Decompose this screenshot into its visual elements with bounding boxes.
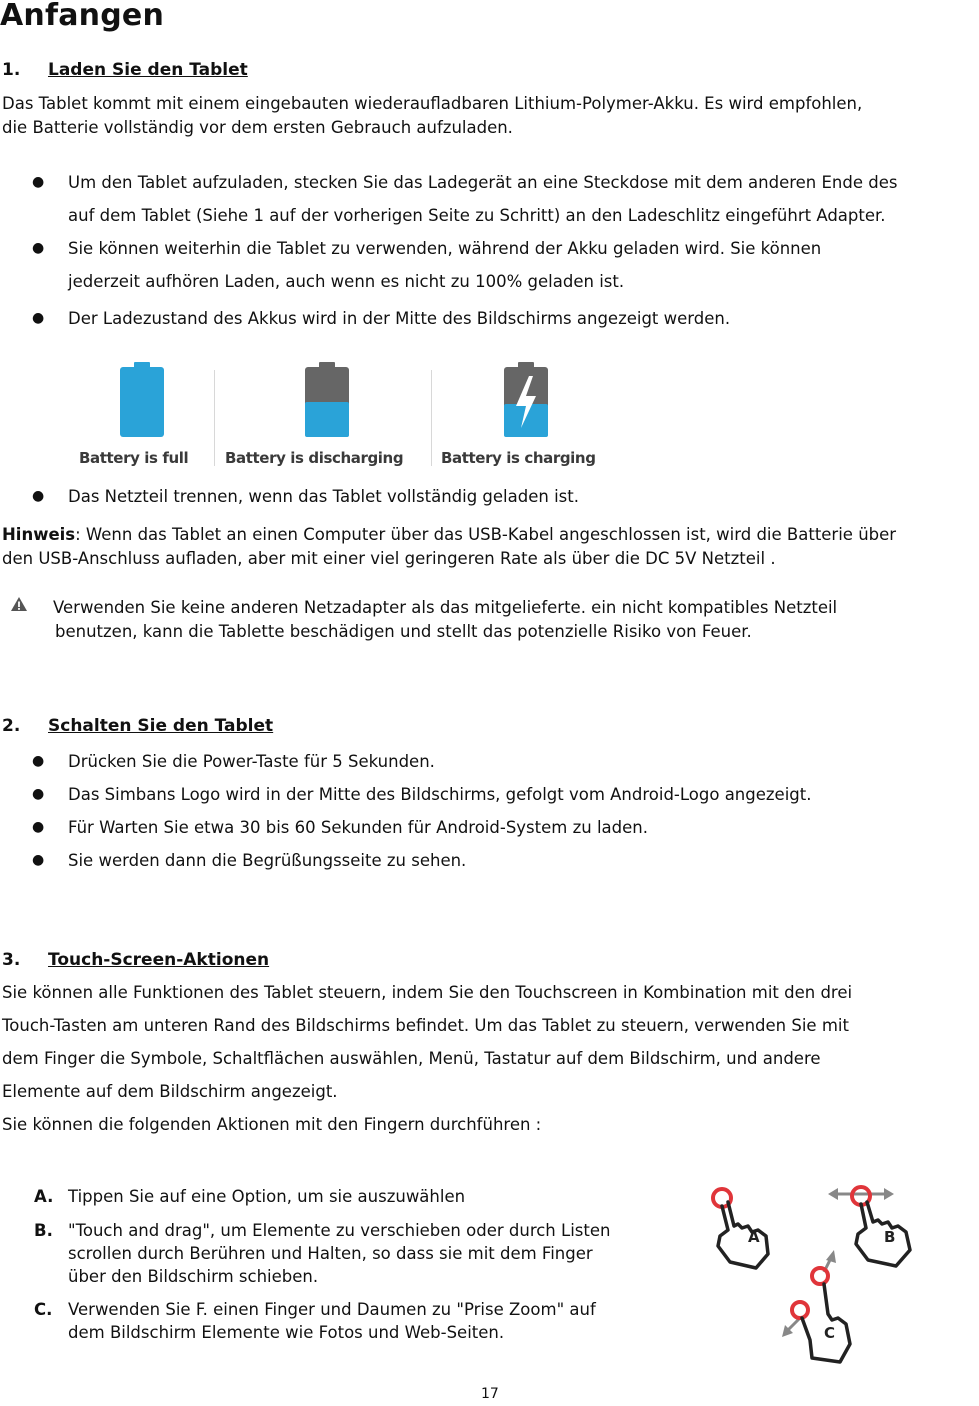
pinch-zoom-gesture-icon [782, 1250, 850, 1362]
list-item-text: Das Netzteil trennen, wenn das Tablet vollständig geladen ist. [68, 487, 579, 506]
action-text: "Touch and drag", um Elemente zu verschieben oder durch Listen [68, 1221, 611, 1240]
action-letter: B. [34, 1221, 53, 1240]
list-item-text: Sie werden dann die Begrüßungsseite zu sehen. [68, 851, 467, 870]
section-title: Schalten Sie den Tablet [48, 716, 274, 736]
list-item-text: auf dem Tablet (Siehe 1 auf der vorherigen Seite zu Schritt) an den Ladeschlitz eingeführt Adapter. [68, 206, 886, 225]
paragraph-line: : Wenn das Tablet an einen Computer über das USB-Kabel angeschlossen ist, wird die Batterie über [75, 525, 897, 544]
action-text: über den Bildschirm schieben. [68, 1267, 319, 1286]
bullet-icon: ● [32, 488, 45, 504]
section-title: Touch-Screen-Aktionen [48, 950, 270, 970]
action-text: dem Bildschirm Elemente wie Fotos und Web-Seiten. [68, 1323, 505, 1342]
paragraph-line: den USB-Anschluss aufladen, aber mit einer viel geringeren Rate als über die DC 5V Netzteil . [2, 549, 776, 568]
action-item-a [34, 1185, 465, 1209]
paragraph-line: Das Tablet kommt mit einem eingebauten wiederaufladbaren Lithium-Polymer-Akku. Es wird empfohlen, [2, 94, 863, 113]
list-item-text: Für Warten Sie etwa 30 bis 60 Sekunden für Android-System zu laden. [68, 818, 648, 837]
section-number: 3. [2, 950, 21, 970]
section-title: Laden Sie den Tablet [48, 60, 248, 80]
paragraph-line: Sie können alle Funktionen des Tablet steuern, indem Sie den Touchscreen in Kombination mit den drei [2, 983, 853, 1002]
bullet-icon: ● [32, 819, 45, 835]
battery-status-figure [74, 352, 619, 476]
bullet-icon: ● [32, 310, 45, 326]
gesture-label-a: A [748, 1228, 760, 1246]
paragraph-line: Touch-Tasten am unteren Rand des Bildschirms befindet. Um das Tablet zu steuern, verwenden Sie mit [2, 1016, 849, 1035]
list-item [32, 811, 648, 844]
tap-gesture-icon [713, 1189, 768, 1268]
action-item-b [34, 1219, 610, 1288]
action-text: Tippen Sie auf eine Option, um sie auszuwählen [68, 1187, 466, 1206]
battery-full-label: Battery is full [79, 449, 189, 467]
touch-paragraph [2, 976, 852, 1141]
list-item-text: Um den Tablet aufzuladen, stecken Sie das Ladegerät an eine Steckdose mit dem anderen Ende des [68, 173, 898, 192]
action-letter: C. [34, 1300, 53, 1319]
battery-charging-label: Battery is charging [441, 449, 596, 467]
section-number: 2. [2, 716, 21, 736]
action-item-c [34, 1298, 596, 1344]
list-item [32, 232, 822, 298]
battery-discharging-icon [303, 362, 351, 438]
intro-paragraph [2, 92, 862, 140]
gesture-label-b: B [884, 1228, 896, 1246]
bullet-icon: ● [32, 174, 45, 190]
note-paragraph [2, 523, 896, 571]
bullet-icon: ● [32, 786, 45, 802]
section-number: 1. [2, 60, 21, 80]
warning-icon [10, 596, 28, 612]
paragraph-line: dem Finger die Symbole, Schaltflächen auswählen, Menü, Tastatur auf dem Bildschirm, und andere [2, 1049, 821, 1068]
list-item-text: Der Ladezustand des Akkus wird in der Mitte des Bildschirms angezeigt werden. [68, 309, 731, 328]
list-item [32, 166, 898, 232]
gesture-label-c: C [824, 1324, 836, 1342]
list-item [32, 745, 435, 778]
list-item-text: Sie können weiterhin die Tablet zu verwenden, während der Akku geladen wird. Sie können [68, 239, 822, 258]
list-item [32, 778, 812, 811]
paragraph-line: Sie können die folgenden Aktionen mit den Fingern durchführen : [2, 1115, 542, 1134]
bullet-icon: ● [32, 852, 45, 868]
list-item-text: Das Simbans Logo wird in der Mitte des Bildschirms, gefolgt vom Android-Logo angezeigt. [68, 785, 812, 804]
paragraph-line: die Batterie vollständig vor dem ersten Gebrauch aufzuladen. [2, 118, 513, 137]
action-text: Verwenden Sie F. einen Finger und Daumen zu "Prise Zoom" auf [68, 1300, 596, 1319]
paragraph-line: benutzen, kann die Tablette beschädigen und stellt das potenzielle Risiko von Feuer. [55, 622, 752, 641]
divider [431, 370, 432, 466]
bullet-icon: ● [32, 240, 45, 256]
drag-gesture-icon [828, 1187, 910, 1266]
warning-paragraph [53, 596, 837, 644]
action-text: scrollen durch Berühren und Halten, so dass sie mit dem Finger [68, 1244, 593, 1263]
divider [214, 370, 215, 466]
page-number: 17 [481, 1386, 499, 1402]
battery-discharging-label: Battery is discharging [225, 449, 404, 467]
list-item [32, 302, 731, 335]
section-2-heading [2, 716, 273, 736]
touch-gestures-figure [700, 1180, 930, 1365]
section-3-heading [2, 950, 269, 970]
note-label: Hinweis [2, 525, 76, 544]
section-1-heading [2, 60, 248, 80]
action-letter: A. [34, 1187, 54, 1206]
list-item [32, 844, 467, 877]
list-item [32, 480, 579, 513]
list-item-text: Drücken Sie die Power-Taste für 5 Sekunden. [68, 752, 435, 771]
paragraph-line: Elemente auf dem Bildschirm angezeigt. [2, 1082, 338, 1101]
bullet-icon: ● [32, 753, 45, 769]
paragraph-line: Verwenden Sie keine anderen Netzadapter als das mitgelieferte. ein nicht kompatibles Netzteil [53, 598, 838, 617]
battery-charging-icon [502, 362, 550, 438]
list-item-text: jederzeit aufhören Laden, auch wenn es nicht zu 100% geladen ist. [68, 272, 625, 291]
page-title: Anfangen [0, 0, 165, 33]
battery-full-icon [118, 362, 166, 438]
